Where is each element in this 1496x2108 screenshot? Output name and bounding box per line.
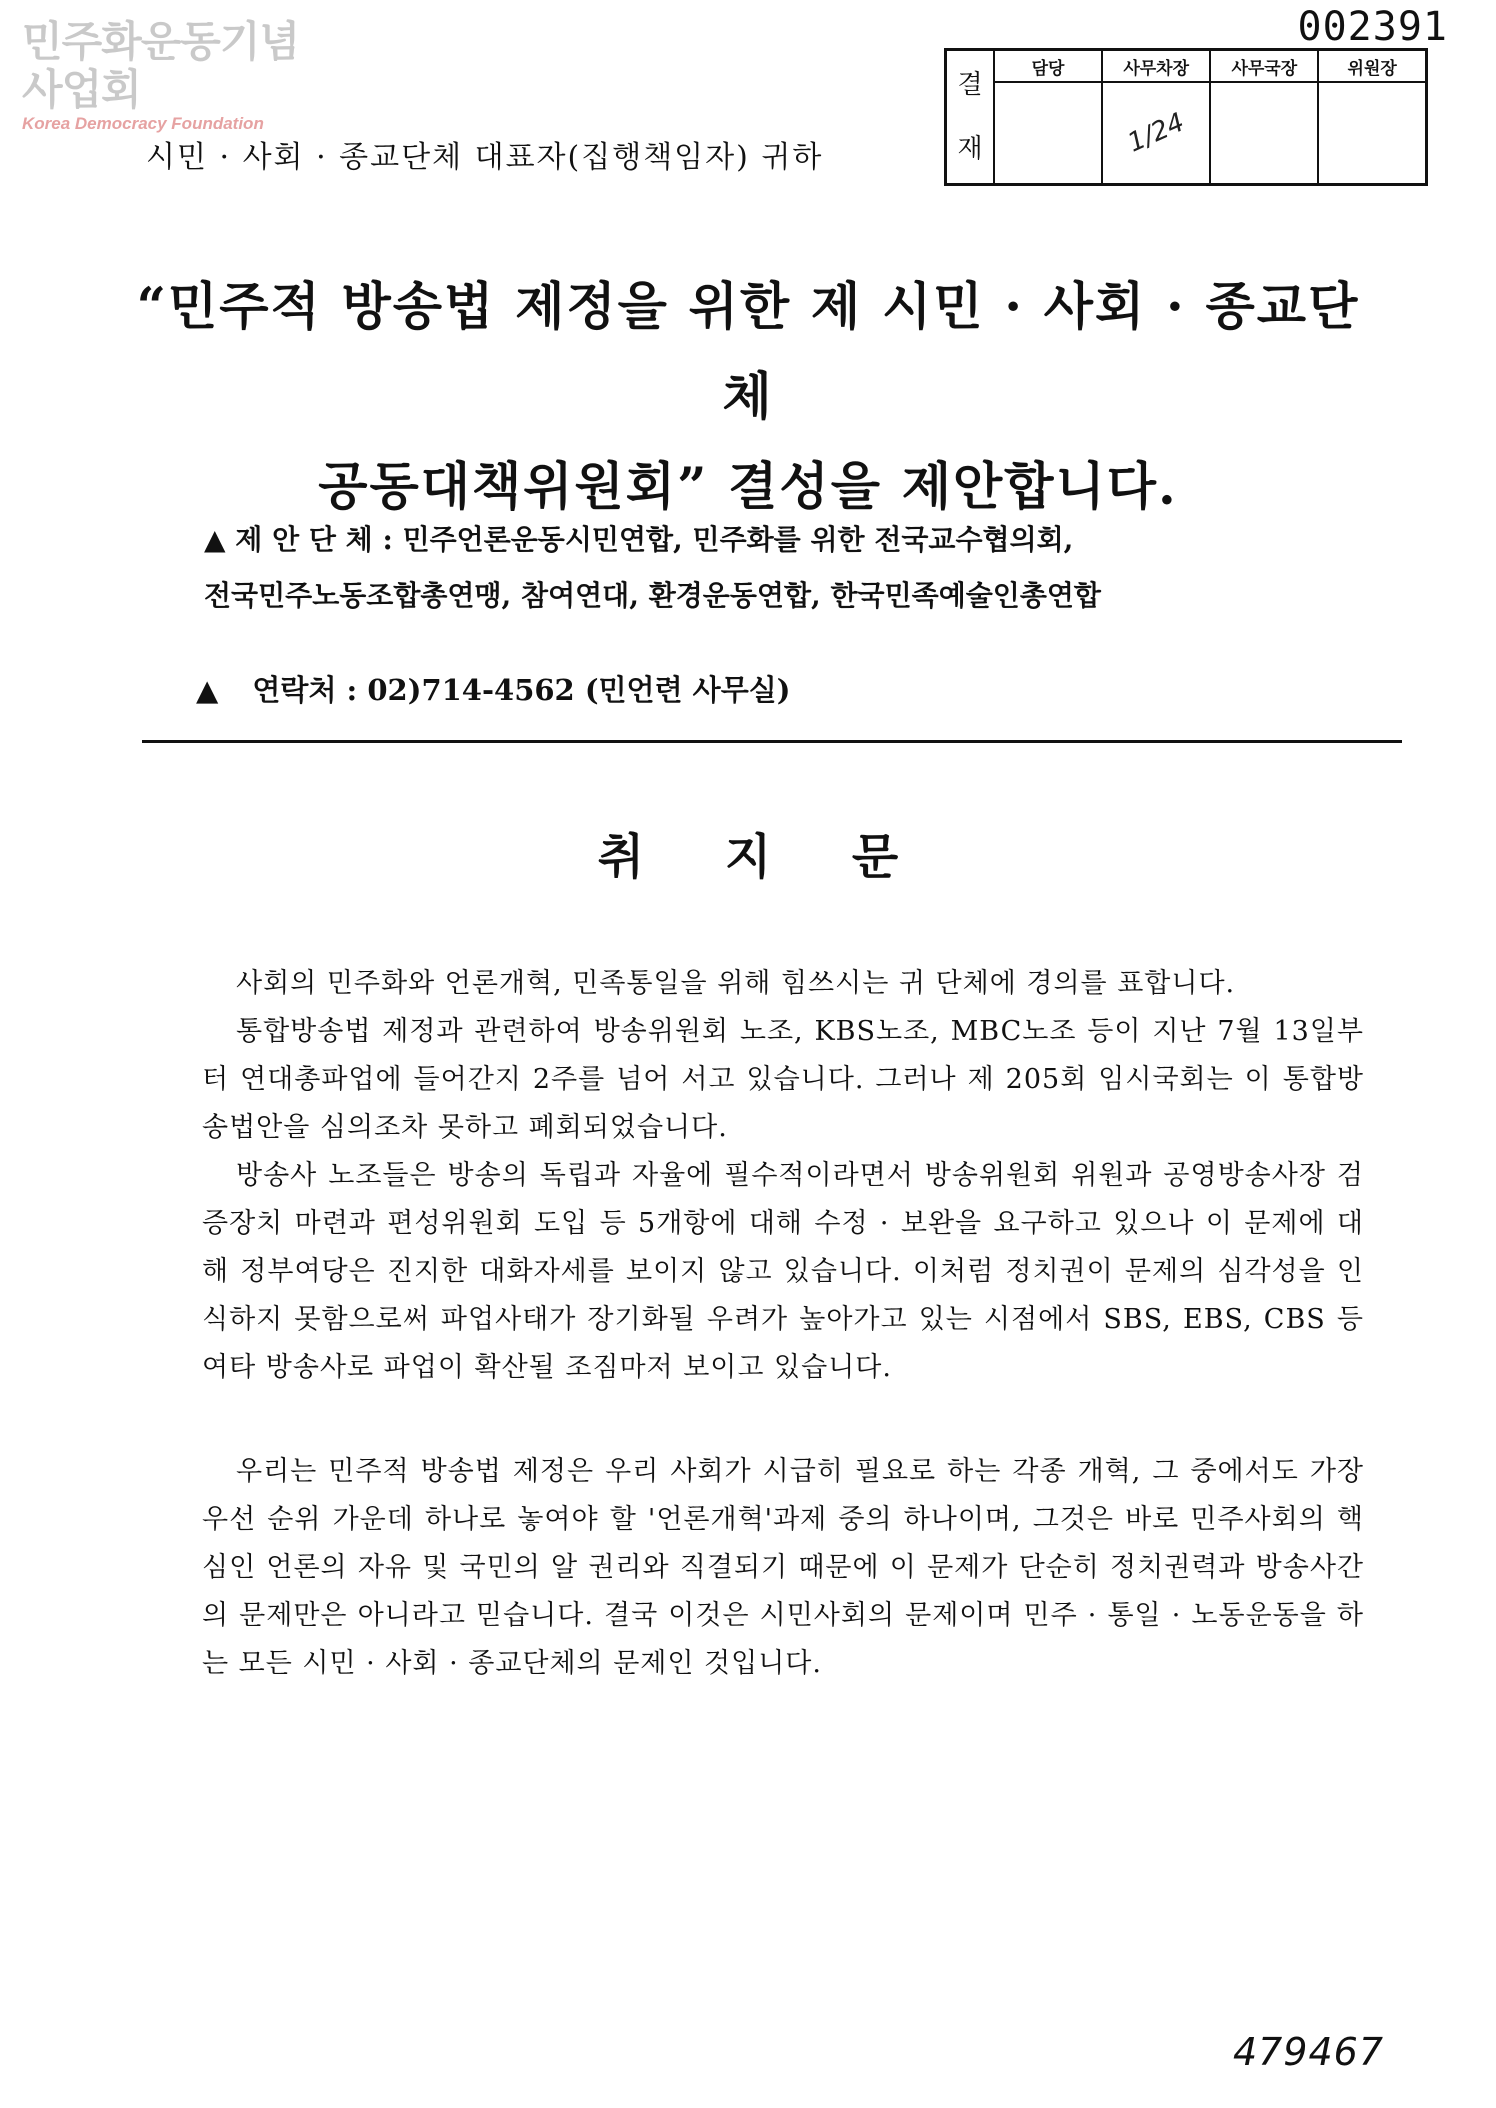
proposal-label: ▲ 제 안 단 체 : [204,523,393,556]
proposal-line-1 [204,512,1394,568]
handwritten-signature: 1/24 [1123,107,1189,159]
contact-info [196,668,790,709]
approval-column-chair: 위원장 [1318,50,1426,83]
approval-sign-staff [994,82,1102,185]
title-line-2: 공동대책위원회” 결성을 제안합니다. [318,457,1178,517]
contact-text: 연락처 : 02)714-4562 (민언련 사무실) [252,673,791,707]
contact-marker: ▲ [196,673,219,707]
approval-table [944,48,1428,186]
document-number: 002391 [1297,4,1448,50]
approval-sign-secretary-general [1210,82,1318,185]
proposing-organizations [204,512,1394,624]
watermark [22,18,322,134]
approval-label: 결재 [946,50,995,185]
approval-column-secretary-general: 사무국장 [1210,50,1318,83]
proposal-groups-line-1: 민주언론운동시민연합, 민주화를 위한 전국교수협의회, [402,523,1074,556]
paragraph-1: 사회의 민주화와 언론개혁, 민족통일을 위해 힘쓰시는 귀 단체에 경의를 표합니다. [236,968,1236,999]
watermark-english: Korea Democracy Foundation [22,114,264,133]
proposal-groups-line-2: 전국민주노동조합총연맹, 참여연대, 환경운동연합, 한국민족예술인총연합 [204,579,1101,612]
title-line-1: “민주적 방송법 제정을 위한 제 시민 · 사회 · 종교단체 [136,277,1360,427]
addressee: 시민 · 사회 · 종교단체 대표자(집행책임자) 귀하 [146,140,824,175]
document-title [120,262,1376,532]
divider-rule [142,740,1402,743]
approval-box [944,48,1428,186]
paragraph-4: 우리는 민주적 방송법 제정은 우리 사회가 시급히 필요로 하는 각종 개혁, 그 중에서도 가장 우선 순위 가운데 하나로 놓여야 할 '언론개혁'과제 중의 하나이며, 그것은 바로 민주사회의 핵심인 언론의 자유 및 국민의 알 권리와 직결되기 때문에 이 문제가 단순히 정치권력과 방송사간의 문제만은 아니라고 믿습니다. 결국 이것은 시민사회의 문제이며 민주 · 통일 · 노동운동을 하는 모든 시민 · 사회 · 종교단체의 문제인 것입니다. [202,1456,1364,1679]
approval-column-deputy-secretary: 사무차장 [1102,50,1210,83]
approval-sign-chair [1318,82,1426,185]
section-heading: 취 지 문 [597,829,931,885]
document-body [202,960,1364,1688]
paragraph-gap [202,1392,1364,1448]
paragraph-3: 방송사 노조들은 방송의 독립과 자율에 필수적이라면서 방송위원회 위원과 공영방송사장 검증장치 마련과 편성위원회 도입 등 5개항에 대해 수정 · 보완을 요구하고 있으나 이 문제에 대해 정부여당은 진지한 대화자세를 보이지 않고 있습니다. 이처럼 정치권이 문제의 심각성을 인식하지 못함으로써 파업사태가 장기화될 우려가 높아가고 있는 시점에서 SBS, EBS, CBS 등 여타 방송사로 파업이 확산될 조짐마저 보이고 있습니다. [202,1160,1364,1383]
watermark-korean: 민주화운동기념사업회 [22,17,300,114]
paragraph-2: 통합방송법 제정과 관련하여 방송위원회 노조, KBS노조, MBC노조 등이 지난 7월 13일부터 연대총파업에 들어간지 2주를 넘어 서고 있습니다. 그러나 제 205회 임시국회는 이 통합방송법안을 심의조차 못하고 폐회되었습니다. [202,1016,1364,1143]
approval-column-staff: 담당 [994,50,1102,83]
archive-page-number: 479467 [1232,2030,1384,2074]
approval-sign-deputy-secretary [1102,82,1210,185]
